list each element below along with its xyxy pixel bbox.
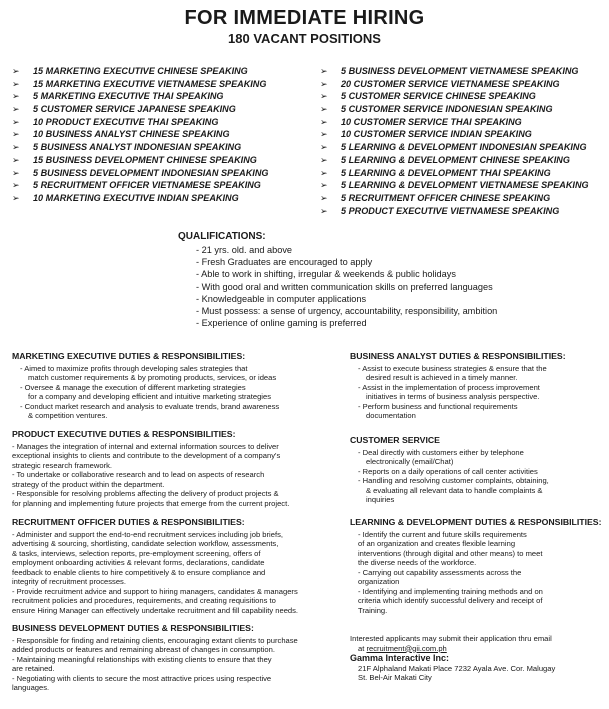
arrow-bullet-icon: ➢ — [320, 66, 328, 76]
arrow-bullet-icon: ➢ — [320, 91, 328, 102]
marketing-title: MARKETING EXECUTIVE DUTIES & RESPONSIBILITIES: — [12, 351, 246, 361]
position-label: 5 RECRUITMENT OFFICER CHINESE SPEAKING — [341, 192, 551, 203]
position-label: 5 CUSTOMER SERVICE INDONESIAN SPEAKING — [341, 104, 553, 115]
product-line: - Responsible for resolving problems affecting the delivery of product projects & — [12, 489, 279, 498]
position-label: 10 MARKETING EXECUTIVE INDIAN SPEAKING — [33, 192, 239, 203]
arrow-bullet-icon: ➢ — [12, 180, 20, 191]
recruitment-section — [12, 518, 342, 615]
arrow-bullet-icon: ➢ — [320, 116, 328, 127]
position-label: 5 BUSINESS DEVELOPMENT VIETNAMESE SPEAKING — [341, 66, 579, 76]
positions-list-left — [12, 65, 268, 205]
position-label: 5 LEARNING & DEVELOPMENT CHINESE SPEAKING — [341, 154, 570, 165]
product-line: exceptional insights to clients and contribute to the development of a company's — [12, 451, 281, 460]
arrow-bullet-icon: ➢ — [12, 192, 20, 203]
position-label: 20 CUSTOMER SERVICE VIETNAMESE SPEAKING — [341, 78, 560, 89]
recruitment-line: & tasks, interviews, selection reports, pre-employment screening, offers of — [12, 548, 261, 558]
position-label: 5 CUSTOMER SERVICE JAPANESE SPEAKING — [33, 104, 236, 115]
arrow-bullet-icon: ➢ — [320, 142, 328, 153]
learning-line: Training. — [358, 605, 388, 615]
arrow-bullet-icon: ➢ — [320, 192, 328, 203]
recruitment-line: feedback to enable clients to hire competitively & to ensure compliance and — [12, 567, 266, 577]
bizdev-line: - Negotiating with clients to secure the most attractive prices using respective — [12, 673, 272, 683]
arrow-bullet-icon: ➢ — [320, 205, 328, 216]
position-label: 5 LEARNING & DEVELOPMENT INDONESIAN SPEAKING — [341, 142, 587, 153]
page-title: FOR IMMEDIATE HIRING — [184, 7, 425, 29]
customer-line: inquiries — [366, 495, 395, 504]
learning-line: criteria which identify successful delivery and receipt of — [358, 596, 543, 605]
analyst-title: BUSINESS ANALYST DUTIES & RESPONSIBILITIES: — [350, 351, 566, 361]
position-label: 5 CUSTOMER SERVICE CHINESE SPEAKING — [341, 91, 536, 102]
qualification-item: - Fresh Graduates are encouraged to apply — [196, 256, 497, 268]
position-label: 10 PRODUCT EXECUTIVE THAI SPEAKING — [33, 116, 219, 127]
marketing-line: match customer requirements & by promoting products, services, or ideas — [28, 373, 277, 382]
position-label: 15 MARKETING EXECUTIVE CHINESE SPEAKING — [33, 66, 248, 76]
recruitment-line: advertising & sourcing, shortlisting, candidate selection workflow, assessments, — [12, 539, 279, 548]
qualification-item: - 21 yrs. old. and above — [196, 244, 497, 256]
position-item — [320, 167, 589, 180]
customer-line: - Handling and resolving customer complaints, obtaining, — [358, 476, 549, 485]
learning-title: LEARNING & DEVELOPMENT DUTIES & RESPONSIBILITIES: — [350, 517, 602, 527]
company-address-line-2: St. Bel-Air Makati City — [358, 673, 432, 682]
position-label: 15 BUSINESS DEVELOPMENT CHINESE SPEAKING — [33, 154, 257, 165]
position-item — [320, 128, 589, 141]
qualifications-list — [178, 244, 497, 329]
bizdev-line: - Responsible for finding and retaining clients, encouraging extant clients to purchase — [12, 635, 298, 645]
customer-line: - Reports on a daily operations of call center activities — [358, 466, 538, 476]
recruitment-line: integrity of recruitment processes. — [12, 577, 126, 586]
position-item — [12, 154, 268, 167]
recruitment-line: recruitment policies and procedures, requirements, and creating requisitions to — [12, 596, 276, 605]
arrow-bullet-icon: ➢ — [320, 154, 328, 165]
recruitment-line: employment onboarding activities & relevant forms, declarations, candidate — [12, 558, 265, 567]
arrow-bullet-icon: ➢ — [12, 167, 20, 178]
email-link[interactable]: recruitment@gii.com.ph — [366, 643, 447, 653]
qualification-item: - Must possess: a sense of urgency, accountability, responsibility, ambition — [196, 305, 497, 317]
position-item — [320, 78, 589, 91]
qualification-item: - Knowledgeable in computer applications — [196, 293, 497, 305]
arrow-bullet-icon: ➢ — [12, 91, 20, 102]
position-item — [12, 65, 268, 78]
product-line: for planning and implementing future projects that emerge from the current project. — [12, 498, 290, 508]
qualification-item: - With good oral and written communication skills on preferred languages — [196, 281, 497, 293]
position-label: 10 CUSTOMER SERVICE INDIAN SPEAKING — [341, 129, 532, 140]
recruitment-line: - Administer and support the end-to-end recruitment services including job briefs, — [12, 529, 283, 539]
bizdev-line: added products or features and remaining abreast of changes in consumption. — [12, 645, 275, 654]
position-item — [12, 78, 268, 91]
arrow-bullet-icon: ➢ — [12, 129, 20, 140]
learning-line: organization — [358, 577, 400, 586]
marketing-section — [12, 352, 342, 421]
position-item — [320, 192, 589, 205]
position-item — [12, 141, 268, 154]
arrow-bullet-icon: ➢ — [12, 154, 20, 165]
arrow-bullet-icon: ➢ — [320, 180, 328, 191]
position-label: 10 BUSINESS ANALYST CHINESE SPEAKING — [33, 129, 230, 140]
position-item — [12, 103, 268, 116]
customer-title: CUSTOMER SERVICE — [350, 435, 440, 445]
qualification-item: - Able to work in shifting, irregular & weekends & public holidays — [196, 268, 497, 280]
arrow-bullet-icon: ➢ — [320, 129, 328, 140]
positions-list-right — [320, 65, 589, 217]
arrow-bullet-icon: ➢ — [12, 66, 20, 76]
position-item — [320, 116, 589, 129]
qualification-item: - Experience of online gaming is preferred — [196, 317, 497, 329]
position-label: 10 CUSTOMER SERVICE THAI SPEAKING — [341, 116, 522, 127]
marketing-line: for a company and developing efficient and intuitive marketing strategies — [28, 392, 272, 401]
position-item — [12, 90, 268, 103]
position-item — [12, 116, 268, 129]
learning-line: - Identifying and implementing training methods and on — [358, 586, 543, 596]
marketing-line: - Conduct market research and analysis to evaluate trends, brand awareness — [20, 401, 280, 411]
bizdev-line: - Maintaining meaningful relationships with existing clients to ensure that they — [12, 654, 272, 664]
position-label: 5 PRODUCT EXECUTIVE VIETNAMESE SPEAKING — [341, 205, 560, 216]
learning-line: - Carrying out capability assessments across the — [358, 567, 522, 577]
analyst-line: initiatives in terms of business analysis perspective. — [366, 392, 540, 401]
recruitment-line: ensure Hiring Manager can effectively undertake recruitment and fill capability needs. — [12, 605, 299, 615]
position-label: 5 RECRUITMENT OFFICER VIETNAMESE SPEAKING — [33, 180, 261, 191]
marketing-line: - Aimed to maximize profits through developing sales strategies that — [20, 363, 248, 373]
page-subtitle: 180 VACANT POSITIONS — [228, 31, 381, 46]
position-item — [12, 128, 268, 141]
product-section — [12, 430, 342, 508]
company-address-line-1: 21F Alphaland Makati Place 7232 Ayala Ave. Cor. Malugay — [358, 663, 556, 673]
learning-line: - Identify the current and future skills requirements — [358, 529, 527, 539]
bizdev-line: are retained. — [12, 664, 55, 673]
product-line: strategic research framework. — [12, 460, 113, 470]
analyst-line: documentation — [366, 411, 416, 420]
recruitment-line: - Provide recruitment advice and support to hiring managers, candidates & managers — [12, 586, 298, 596]
qualifications-title: QUALIFICATIONS: — [178, 231, 266, 242]
product-line: strategy of the product within the department. — [12, 479, 165, 489]
position-item — [320, 103, 589, 116]
arrow-bullet-icon: ➢ — [12, 78, 20, 89]
marketing-line: & competition ventures. — [28, 411, 108, 420]
position-label: 5 LEARNING & DEVELOPMENT THAI SPEAKING — [341, 167, 551, 178]
position-item — [320, 65, 589, 78]
position-label: 5 LEARNING & DEVELOPMENT VIETNAMESE SPEAKING — [341, 180, 589, 191]
customer-section — [350, 436, 600, 505]
bizdev-title: BUSINESS DEVELOPMENT DUTIES & RESPONSIBILITIES: — [12, 623, 254, 633]
customer-line: electronically (email/Chat) — [366, 457, 454, 466]
customer-line: - Deal directly with customers either by telephone — [358, 447, 524, 457]
position-item — [12, 167, 268, 180]
customer-line: & evaluating all relevant data to handle complaints & — [366, 485, 543, 495]
position-item — [320, 141, 589, 154]
product-line: - Manages the integration of internal and external information sources to deliver — [12, 441, 279, 451]
bizdev-section — [12, 624, 342, 693]
contact-intro: Interested applicants may submit their application thru email — [350, 634, 552, 643]
arrow-bullet-icon: ➢ — [320, 104, 328, 115]
arrow-bullet-icon: ➢ — [12, 142, 20, 153]
contact-at: at — [358, 643, 365, 653]
bizdev-line: languages. — [12, 683, 50, 692]
analyst-line: - Assist in the implementation of process improvement — [358, 382, 540, 392]
position-item — [320, 90, 589, 103]
arrow-bullet-icon: ➢ — [12, 116, 20, 127]
contact-email-line — [350, 644, 555, 654]
product-title: PRODUCT EXECUTIVE DUTIES & RESPONSIBILITIES: — [12, 429, 236, 439]
learning-section — [350, 518, 605, 615]
analyst-section — [350, 352, 600, 421]
arrow-bullet-icon: ➢ — [12, 104, 20, 115]
arrow-bullet-icon: ➢ — [320, 167, 328, 178]
position-label: 5 MARKETING EXECUTIVE THAI SPEAKING — [33, 91, 224, 102]
analyst-line: desired result is achieved in a timely manner. — [366, 373, 518, 382]
position-label: 5 BUSINESS ANALYST INDONESIAN SPEAKING — [33, 142, 242, 153]
position-item — [320, 154, 589, 167]
company-name: Gamma Interactive Inc: — [350, 653, 450, 663]
marketing-line: - Oversee & manage the execution of different marketing strategies — [20, 382, 246, 392]
product-line: - To undertake or collaborative research and to lead on aspects of research — [12, 470, 265, 479]
recruitment-title: RECRUITMENT OFFICER DUTIES & RESPONSIBILITIES: — [12, 517, 245, 527]
arrow-bullet-icon: ➢ — [320, 78, 328, 89]
qualifications-section — [178, 231, 497, 329]
position-label: 15 MARKETING EXECUTIVE VIETNAMESE SPEAKING — [33, 78, 267, 89]
position-item — [320, 205, 589, 218]
analyst-line: - Perform business and functional requirements — [358, 401, 518, 411]
position-item — [320, 179, 589, 192]
analyst-line: - Assist to execute business strategies & ensure that the — [358, 363, 547, 373]
position-item — [12, 179, 268, 192]
contact-section — [350, 634, 555, 683]
learning-line: of an organization and creates flexible learning — [358, 539, 516, 548]
learning-line: interventions (through digital and other means) to meet — [358, 548, 543, 558]
position-item — [12, 192, 268, 205]
position-label: 5 BUSINESS DEVELOPMENT INDONESIAN SPEAKING — [33, 167, 269, 178]
learning-line: the diverse needs of the workforce. — [358, 558, 477, 567]
